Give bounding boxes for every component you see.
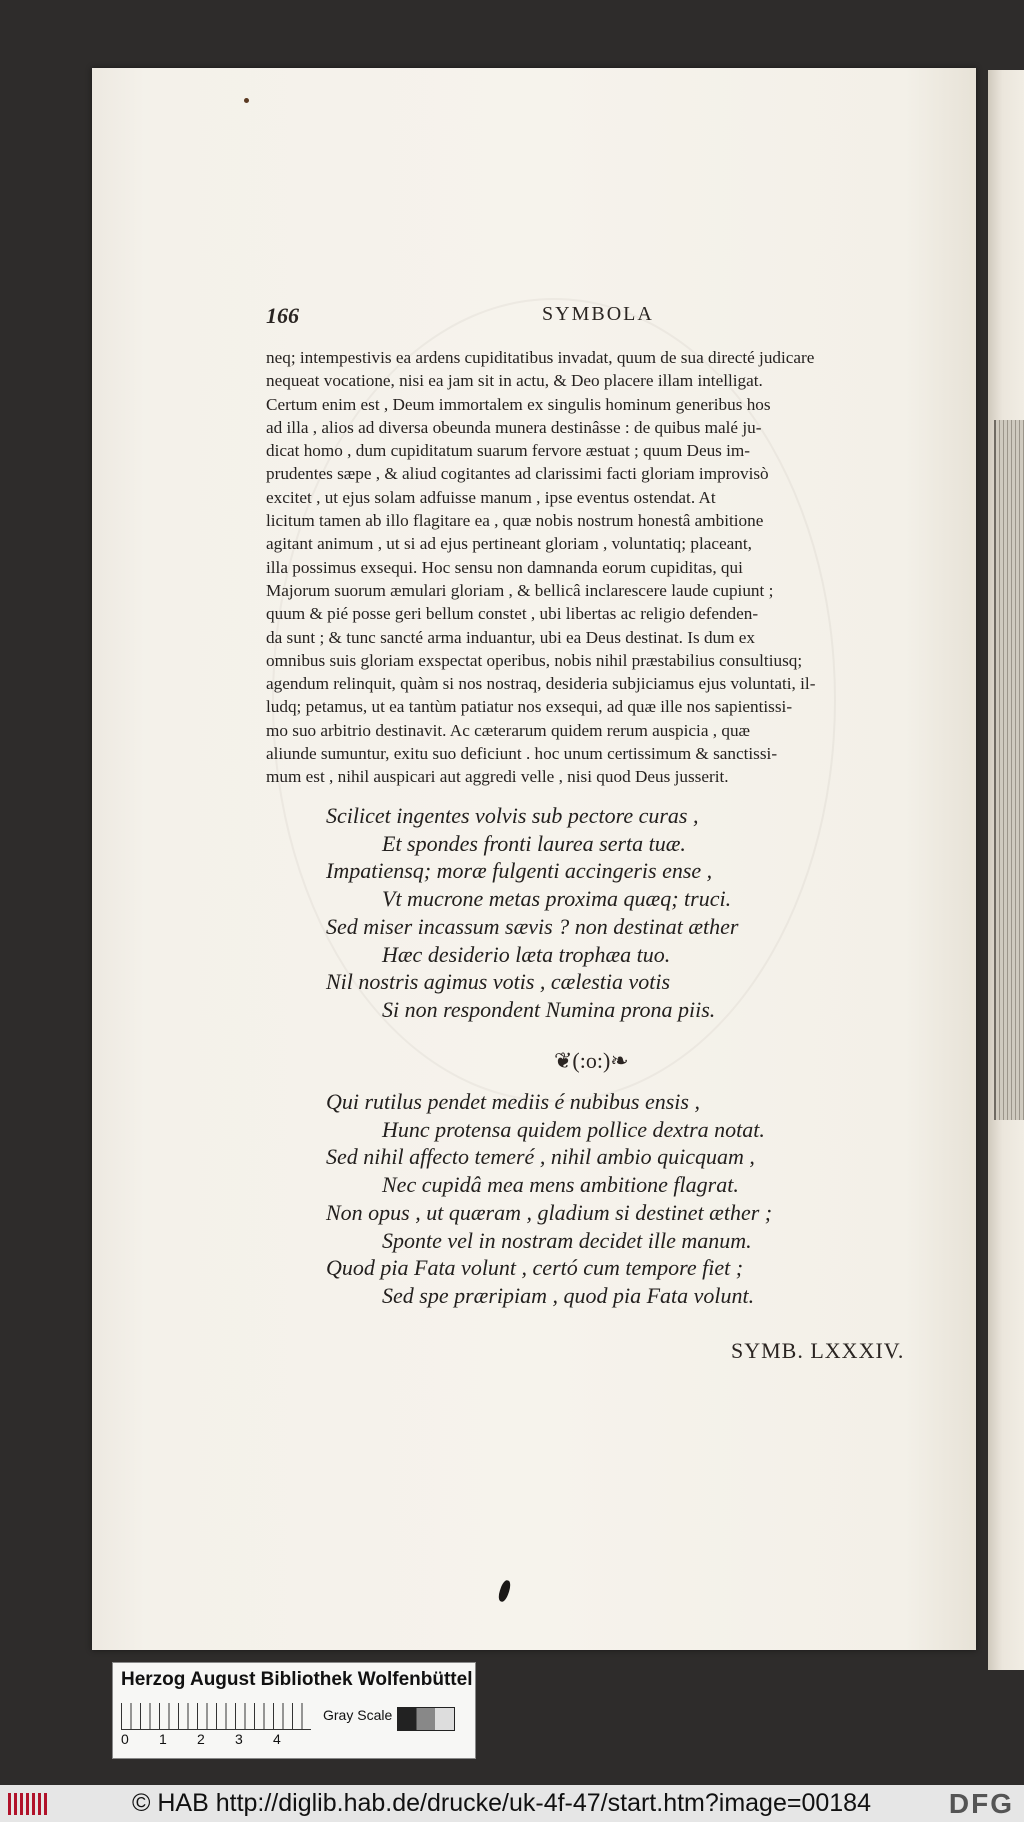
- prose-line: agitant animum , ut si ad ejus pertineant gloriam , voluntatiq; placeant,: [266, 534, 752, 554]
- verse-line: Hunc protensa quidem pollice dextra notat.: [382, 1116, 765, 1142]
- prose-line: mum est , nihil auspicari aut aggredi velle , nisi quod Deus jusserit.: [266, 767, 729, 787]
- catchword: SYMB. LXXXIV.: [731, 1338, 905, 1363]
- ruler-number: 0: [121, 1731, 129, 1747]
- running-head: SYMBOLA: [542, 303, 654, 325]
- prose-line: Certum enim est , Deum immortalem ex singulis hominum generibus hos: [266, 394, 771, 414]
- prose-line: ad illa , alios ad diversa obeunda munera destinâsse : de quibus malé ju-: [266, 417, 762, 437]
- prose-line: Majorum suorum æmulari gloriam , & bellicâ inclarescere laude cupiunt ;: [266, 580, 774, 600]
- page-number: 166: [266, 303, 299, 328]
- ruler-number: 3: [235, 1731, 243, 1747]
- prose-line: dicat homo , dum cupiditatum suarum fervore æstuat ; quum Deus im-: [266, 441, 751, 461]
- prose-line: excitet , ut ejus solam adfuisse manum , ipse eventus ostendat. At: [266, 487, 716, 507]
- copyright-url[interactable]: © HAB http://diglib.hab.de/drucke/uk-4f-47/start.htm?image=00184: [132, 1789, 871, 1817]
- next-page-plate: [994, 420, 1024, 1120]
- verse-line: Nec cupidâ mea mens ambitione flagrat.: [382, 1172, 739, 1198]
- verse-line: Nil nostris agimus votis , cælestia votis: [326, 969, 671, 995]
- prose-line: da sunt ; & tunc sancté arma induantur, ubi ea Deus destinat. Is dum ex: [266, 627, 756, 647]
- prose-line: omnibus suis gloriam exspectat operibus, nobis nihil præstabilius consultiusq;: [266, 650, 803, 670]
- verse-block-2: [326, 1088, 772, 1310]
- verse-line: Sed nihil affecto temeré , nihil ambio quicquam ,: [326, 1144, 755, 1170]
- verse-line: Quod pia Fata volunt , certó cum tempore fiet ;: [326, 1255, 744, 1281]
- page-header: [266, 303, 660, 329]
- cm-ruler: [121, 1703, 311, 1730]
- verse-line: Sed miser incassum sævis ? non destinat æther: [326, 913, 739, 939]
- verse-line: Si non respondent Numina prona piis.: [382, 996, 716, 1022]
- prose-line: quum & pié posse geri bellum constet , ubi libertas ac religio defenden-: [266, 604, 759, 624]
- prose-line: illa possimus exsequi. Hoc sensu non damnanda eorum cupiditas, qui: [266, 557, 743, 577]
- verse-line: Sponte vel in nostram decidet ille manum.: [382, 1227, 752, 1253]
- verse-line: Scilicet ingentes volvis sub pectore curas ,: [326, 803, 699, 828]
- verse-block-1: [326, 802, 739, 1024]
- verse-line: Impatiensq; moræ fulgenti accingeris ense ,: [326, 858, 713, 884]
- prose-line: aliunde sumuntur, exitu suo deficiunt . hoc unum certissimum & sanctissi-: [266, 744, 778, 764]
- ruler-number: 4: [273, 1731, 281, 1747]
- verse-line: Non opus , ut quæram , gladium si destinet æther ;: [326, 1199, 773, 1225]
- verse-line: Et spondes fronti laurea serta tuæ.: [382, 830, 686, 856]
- prose-line: ludq; petamus, ut ea tantùm patiatur nos exsequi, ad quæ ille nos sapientissi-: [266, 697, 793, 717]
- gray-scale-swatch: [397, 1707, 455, 1731]
- paper-speck: [244, 98, 249, 103]
- prose-line: prudentes sæpe , & aliud cogitantes ad clarissimi facti gloriam improvisò: [266, 464, 769, 484]
- verse-line: Vt mucrone metas proxima quæq; truci.: [382, 886, 732, 912]
- prose-line: mo suo arbitrio destinavit. Ac cæterarum quidem rerum auspicia , quæ: [266, 720, 751, 740]
- ruler-number: 1: [159, 1731, 167, 1747]
- ruler-number: 2: [197, 1731, 205, 1747]
- prose-body: [266, 346, 926, 789]
- viewer-footer: [0, 1785, 1024, 1822]
- fleuron-ornament: ❦(:o:)❧: [554, 1048, 629, 1073]
- prose-line: agendum relinquit, quàm si nos nostraq, desideria subjiciamus ejus voluntati, il-: [266, 674, 816, 694]
- gray-scale-label: Gray Scale: [323, 1707, 393, 1723]
- verse-line: Hæc desiderio læta trophæa tuo.: [382, 941, 671, 967]
- library-color-card: [112, 1662, 476, 1759]
- prose-line: nequeat vocatione, nisi ea jam sit in actu, & Deo placere illam intelligat.: [266, 371, 763, 391]
- hab-logo-icon: [8, 1793, 48, 1815]
- library-name: Herzog August Bibliothek Wolfenbüttel: [121, 1669, 473, 1690]
- verse-line: Sed spe præripiam , quod pia Fata volunt.: [382, 1282, 755, 1308]
- prose-line: neq; intempestivis ea ardens cupiditatibus invadat, quum de sua directé judicare: [266, 348, 815, 367]
- dfg-logo: DFG: [948, 1788, 1014, 1819]
- prose-line: licitum tamen ab illo flagitare ea , quæ nobis nostrum honestâ ambitione: [266, 511, 764, 531]
- verse-line: Qui rutilus pendet mediis é nubibus ensis ,: [326, 1089, 700, 1114]
